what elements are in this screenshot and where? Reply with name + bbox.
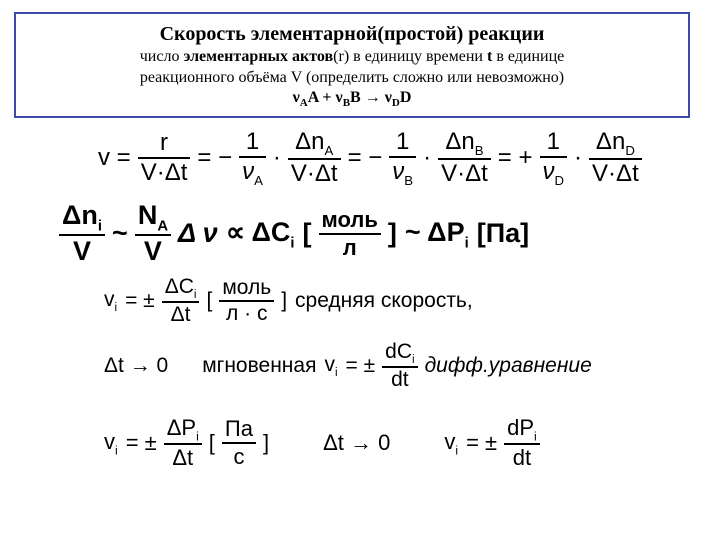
eq5-pm2: = ± (466, 430, 498, 456)
eq1-dot2: · (423, 143, 432, 171)
def-text-t: t (486, 48, 493, 65)
eq1-f3-sub: A (324, 142, 334, 158)
eq1-f7-sub: D (625, 142, 635, 158)
eq4-pm: = ± (345, 354, 376, 378)
eq1-f4-num: 1 (389, 128, 416, 158)
eq2-prop: ∝ ΔC (225, 216, 291, 247)
eq2-f2-num: N (137, 200, 158, 230)
eq5-limit: Δt → 0 (323, 430, 391, 456)
eq4-den: dt (391, 368, 409, 392)
eq1-f3-num: Δn (295, 128, 325, 155)
eq2-dnu: Δ ν (178, 218, 218, 249)
eq5-den: Δt (172, 445, 194, 471)
eq2-bracket-close: ] (387, 218, 397, 249)
eq5-unit-num: Па (222, 416, 256, 444)
species-b: B → (350, 89, 385, 106)
eq2-f1-sub: i (97, 218, 103, 235)
eq2-f2-den: V (143, 236, 162, 267)
eq5-num2: dP (507, 415, 535, 440)
definition-line-2: реакционного объёма V (определить сложно или невозможно) (139, 69, 565, 86)
eq1-f6-nu: ν (542, 158, 555, 185)
eq1-f4-sub: B (404, 172, 414, 188)
eq5-lhs-sub: i (115, 443, 118, 458)
eq2-unit (319, 207, 381, 261)
nu-a: ν (292, 89, 300, 106)
eq5-num2-sub: i (534, 429, 537, 444)
eq1-f3-den: V·Δt (290, 159, 338, 187)
average-rate-equation (100, 275, 477, 327)
eq3-bracket-close: ] (281, 289, 288, 313)
nu-a-sub: A (299, 97, 308, 110)
eq2-unit-num: моль (319, 207, 381, 235)
eq3-pm: = ± (125, 289, 155, 313)
def-text-bold: элементарных актов (183, 48, 334, 65)
pressure-rate-equation (100, 415, 543, 471)
eq5-num: ΔP (166, 415, 197, 440)
eq1-f2-sub: A (254, 172, 263, 188)
eq1-f1-num: r (138, 129, 191, 159)
eq4-note: дифф.уравнение (424, 354, 592, 378)
eq3-unit-den: л · с (226, 302, 268, 326)
eq4-frac (382, 340, 417, 392)
def-text-pre: число (139, 48, 184, 65)
species-d: D (399, 89, 412, 106)
eq5-bracket-close: ] (262, 430, 270, 456)
eq1-f2-num: 1 (239, 128, 266, 158)
eq1-frac-dnA (288, 128, 341, 188)
eq5-frac (164, 415, 202, 471)
eq5-bracket-open: [ (208, 430, 215, 456)
instant-rate-equation (100, 340, 596, 392)
eq3-text: средняя скорость, (295, 289, 473, 313)
eq1-f4-nu: ν (392, 158, 405, 185)
eq1-f5-sub: B (474, 142, 484, 158)
eq1-f5-num: Δn (445, 128, 475, 155)
eq3-unit (219, 276, 274, 326)
eq2-unit-den: л (342, 234, 357, 260)
eq1-f2-nu: ν (242, 158, 255, 185)
eq4-num: dC (385, 340, 412, 363)
eq1-lhs: v = (98, 143, 131, 171)
eq5-lhs2: v (444, 429, 456, 454)
eq4-lhs: v (324, 353, 335, 376)
definition-line-1 (16, 46, 688, 67)
eq2-f1-num: Δn (62, 200, 98, 230)
eq3-unit-num: моль (219, 276, 274, 302)
def-text-end: в единице (492, 48, 565, 65)
nu-d-sub: D (391, 97, 400, 110)
eq1-frac-r (138, 129, 191, 187)
rate-definition-equation (94, 128, 645, 188)
eq3-lhs-sub: i (114, 302, 118, 315)
eq1-frac-dnB (438, 128, 491, 188)
eq2-bracket-open: [ (302, 218, 312, 249)
nu-b-sub: B (342, 97, 351, 110)
eq1-frac-nuD (540, 128, 568, 188)
eq2-frac-dn (59, 200, 105, 267)
header-box (14, 12, 690, 118)
eq1-eq-b: = − (347, 143, 383, 171)
eq4-lhs-sub: i (334, 367, 338, 380)
eq2-tail-sub: i (464, 234, 469, 251)
eq2-tail: ~ ΔP (404, 216, 465, 247)
eq1-f7-den: V·Δt (592, 159, 639, 187)
eq5-lhs2-sub: i (455, 443, 459, 458)
eq2-prop-sub: i (290, 234, 295, 251)
reaction-equation (16, 88, 688, 113)
eq3-bracket-open: [ (206, 289, 213, 313)
eq1-eq-c: = + (497, 143, 533, 171)
eq5-unit (222, 416, 256, 470)
eq3-num-sub: i (193, 289, 197, 302)
eq1-frac-nuA (239, 128, 266, 188)
eq1-eq-a: = − (197, 143, 233, 171)
nu-d: ν (384, 89, 392, 106)
eq4-word: мгновенная (202, 354, 317, 378)
def-text-post: (r) в единицу времени (333, 48, 487, 65)
eq2-f1-den: V (73, 236, 92, 267)
eq1-f1-den: V·Δt (140, 158, 188, 186)
eq2-tail-unit: [Па] (476, 218, 530, 249)
slide-title: Скорость элементарной(простой) реакции (159, 23, 545, 45)
eq1-f7-num: Δn (595, 128, 626, 155)
eq2-frac-n (135, 200, 171, 267)
eq1-frac-nuB (389, 128, 416, 188)
eq5-pm: = ± (125, 430, 157, 456)
eq3-num: ΔC (164, 275, 194, 298)
eq5-num-sub: i (196, 429, 199, 444)
eq5-unit-den: с (233, 444, 245, 470)
eq1-f6-sub: D (554, 172, 565, 188)
eq5-lhs: v (104, 429, 115, 454)
eq1-dot1: · (272, 143, 281, 171)
eq2-tilde: ~ (112, 218, 128, 249)
nu-b: ν (335, 89, 343, 106)
eq5-den2: dt (512, 445, 532, 471)
eq1-dot3: · (574, 143, 583, 171)
eq1-frac-dnD (589, 128, 642, 188)
eq3-lhs: v (104, 288, 115, 311)
proportionality-equation (56, 200, 533, 267)
eq3-den: Δt (170, 303, 191, 327)
eq5-frac2 (504, 415, 540, 471)
eq1-f6-num: 1 (540, 128, 568, 158)
eq3-frac (162, 275, 200, 327)
eq4-num-sub: i (412, 354, 415, 367)
eq4-limit: Δt → 0 (104, 354, 169, 378)
species-a: A + (307, 89, 336, 106)
eq1-f5-den: V·Δt (441, 159, 488, 187)
eq2-f2-sub: A (157, 218, 169, 235)
